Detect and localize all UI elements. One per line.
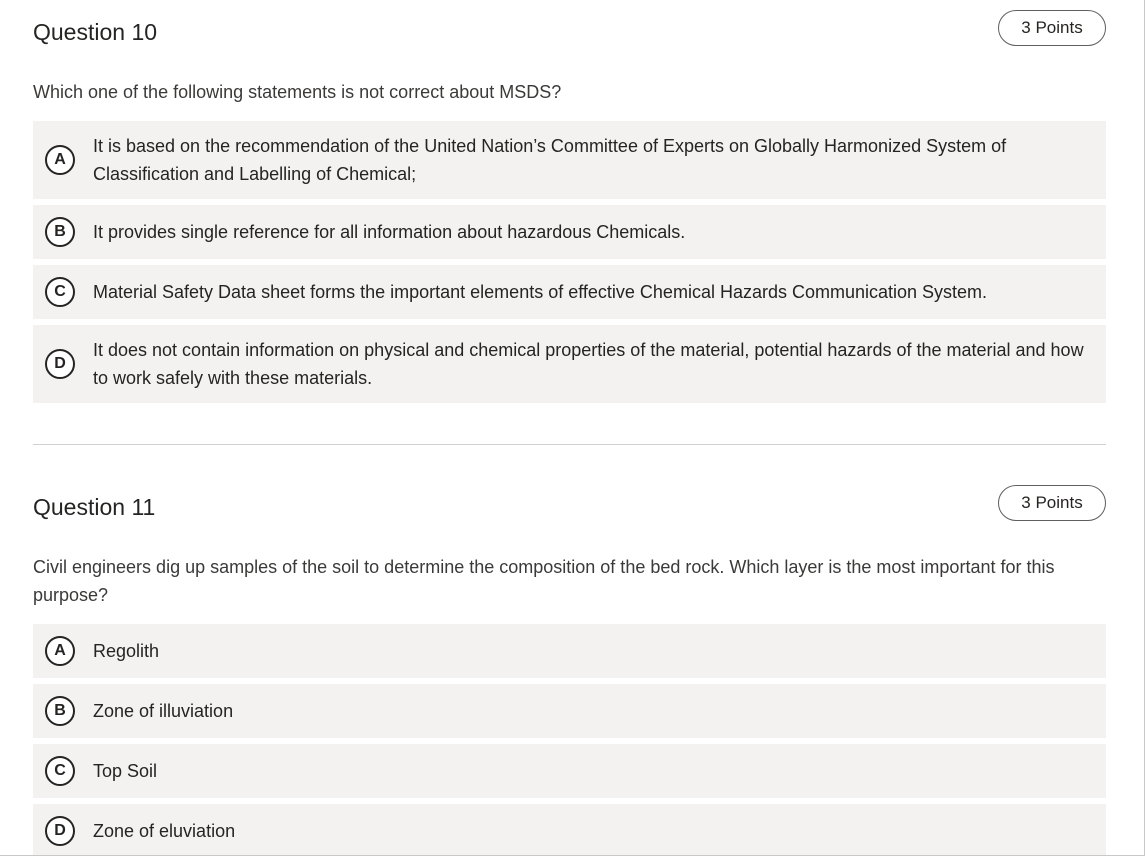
question-title: Question 10: [33, 19, 158, 45]
option-letter-b: B: [45, 217, 75, 247]
option-text: Regolith: [93, 641, 160, 661]
option-list: [33, 624, 1106, 856]
question-header: [33, 485, 1106, 525]
points-badge: 3 Points: [998, 10, 1106, 46]
question-11: [33, 485, 1106, 856]
option-letter-c: C: [45, 756, 75, 786]
question-header: [33, 10, 1106, 50]
option-text: Top Soil: [93, 761, 158, 781]
option-letter-d: D: [45, 816, 75, 846]
question-divider: [33, 444, 1106, 445]
question-text: Civil engineers dig up samples of the soil to determine the composition of the bed rock. Which layer is the most important for this purpose?: [33, 557, 1055, 605]
option-text: Zone of illuviation: [93, 701, 234, 721]
option-letter-c: C: [45, 277, 75, 307]
option-a[interactable]: [33, 624, 1106, 678]
question-text: Which one of the following statements is not correct about MSDS?: [33, 82, 562, 102]
option-c[interactable]: [33, 265, 1106, 319]
option-b[interactable]: [33, 205, 1106, 259]
option-c[interactable]: [33, 744, 1106, 798]
option-a[interactable]: [33, 121, 1106, 199]
option-text: Zone of eluviation: [93, 821, 236, 841]
option-b[interactable]: [33, 684, 1106, 738]
option-letter-d: D: [45, 349, 75, 379]
option-letter-b: B: [45, 696, 75, 726]
question-title: Question 11: [33, 494, 156, 520]
option-letter-a: A: [45, 636, 75, 666]
option-list: [33, 121, 1106, 403]
option-text: It provides single reference for all information about hazardous Chemicals.: [93, 222, 686, 242]
option-d[interactable]: [33, 804, 1106, 856]
option-text: Material Safety Data sheet forms the important elements of effective Chemical Hazards Communication System.: [93, 282, 988, 302]
points-badge: 3 Points: [998, 485, 1106, 521]
option-text: It does not contain information on physical and chemical properties of the material, potential hazards of the material and how to work safely with these materials.: [93, 340, 1084, 388]
option-d[interactable]: [33, 325, 1106, 403]
option-letter-a: A: [45, 145, 75, 175]
option-text: It is based on the recommendation of the United Nation’s Committee of Experts on Globally Harmonized System of Classification and Labelling of Chemical;: [93, 136, 1007, 184]
question-10: [33, 10, 1106, 409]
